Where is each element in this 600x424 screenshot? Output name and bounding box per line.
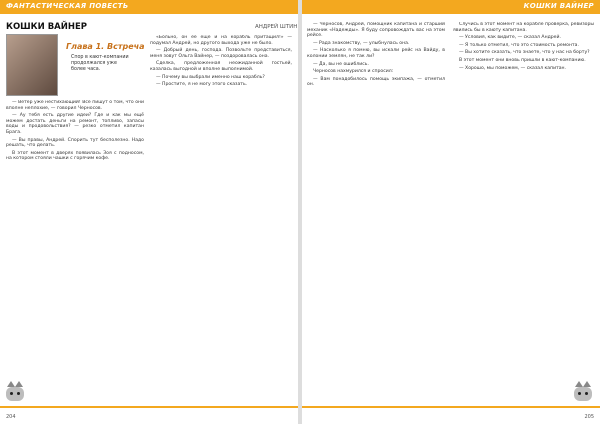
paragraph: — Вы правы, Андрей. Спорить тут бесполезно. Надо решать, что делать. [6,137,144,149]
paragraph: — Вам понадобилось помощь экипажа, — отметил он. [307,76,445,88]
page-number-left: 204 [6,414,16,420]
author-photo [6,34,58,96]
paragraph: «Больно, он её ещё и на корабль притащил!» — подумал Андрей, но другого выхода уже не было. [150,35,292,46]
paragraph: — Я только отметил, что это стоимость ремонта. [459,42,579,48]
cat-illustration-icon [574,385,592,403]
section-label: ФАНТАСТИЧЕСКАЯ ПОВЕСТЬ [6,2,129,10]
footer-bar-right [302,406,600,408]
paragraph: В этот момент они вновь пришли в кают-компанию. [459,57,586,63]
paragraph: Сделка, предложенная неожиданной гостьей, казалась выгодной и вполне выполнимой. [150,61,292,72]
header-right-bar [302,0,600,14]
column-3 [307,22,445,402]
paragraph: — Простите, я не могу этого сказать. [156,82,248,88]
paragraph: — Насколько я помню, вы искали рейс на Вайду, в колонии землян, не так ли? [307,48,445,59]
paragraph: — Ау тебя есть другие идеи? Где и как мы ещё можем достать деньги на ремонт, топливо, запасы воды и продовольствия? — резко отметил капитан Брага. [6,113,144,135]
paragraph: — Вы хотите сказать, что знаете, что у нас на борту? [459,50,590,56]
paragraph: — Ветер уже нестихающий! Все пишут о том, что они вполне неплохие, — говорил Черносов. [6,100,144,111]
page-gutter [298,0,302,424]
header-left-bar [0,0,298,14]
author-name: АНДРЕЙ ШТИН [255,24,298,30]
paragraph: — Добрый день, господа. Позвольте представиться, меня зовут Ольга Вайнер, — поздоровалась она. [150,48,292,59]
paragraph: — Условия, как видите, — сказал Андрей. [459,35,561,41]
opening-paragraph: Спор в кают-компании продолжался уже более часа. [71,55,129,72]
column-4 [453,22,594,402]
footer-bar-left [0,406,298,408]
paragraph: — Рада знакомству, — улыбнулась она. [313,40,410,46]
paragraph: — Почему вы выбрали именно наш корабль? [156,74,265,80]
article-title: КОШКИ ВАЙНЕР [6,22,88,32]
paragraph: — Хорошо, мы поможем, — сказал капитан. [459,65,567,71]
running-title: КОШКИ ВАЙНЕР [523,2,594,10]
chapter-heading: Глава 1. Встреча [66,42,145,51]
paragraph: В этот момент в дверях появилась Зоя с подносом, на котором стояли чашки с горячим кофе. [6,150,144,162]
page-number-right: 205 [584,414,594,420]
paragraph: — Да, вы не ошиблись. [313,61,369,67]
cat-illustration-icon [6,385,24,403]
column-2 [150,35,292,400]
column-1 [6,100,144,400]
paragraph: Черносов нахмурился и спросил: [313,69,394,75]
paragraph: Случись в этот момент на корабле проверка, ревизоры явились бы в каюту капитана. [453,22,594,33]
paragraph: — Черносов, Андрей, помощник капитана и старший механик «Надежды». Я буду сопровождать вас на этом рейсе. [307,22,445,39]
